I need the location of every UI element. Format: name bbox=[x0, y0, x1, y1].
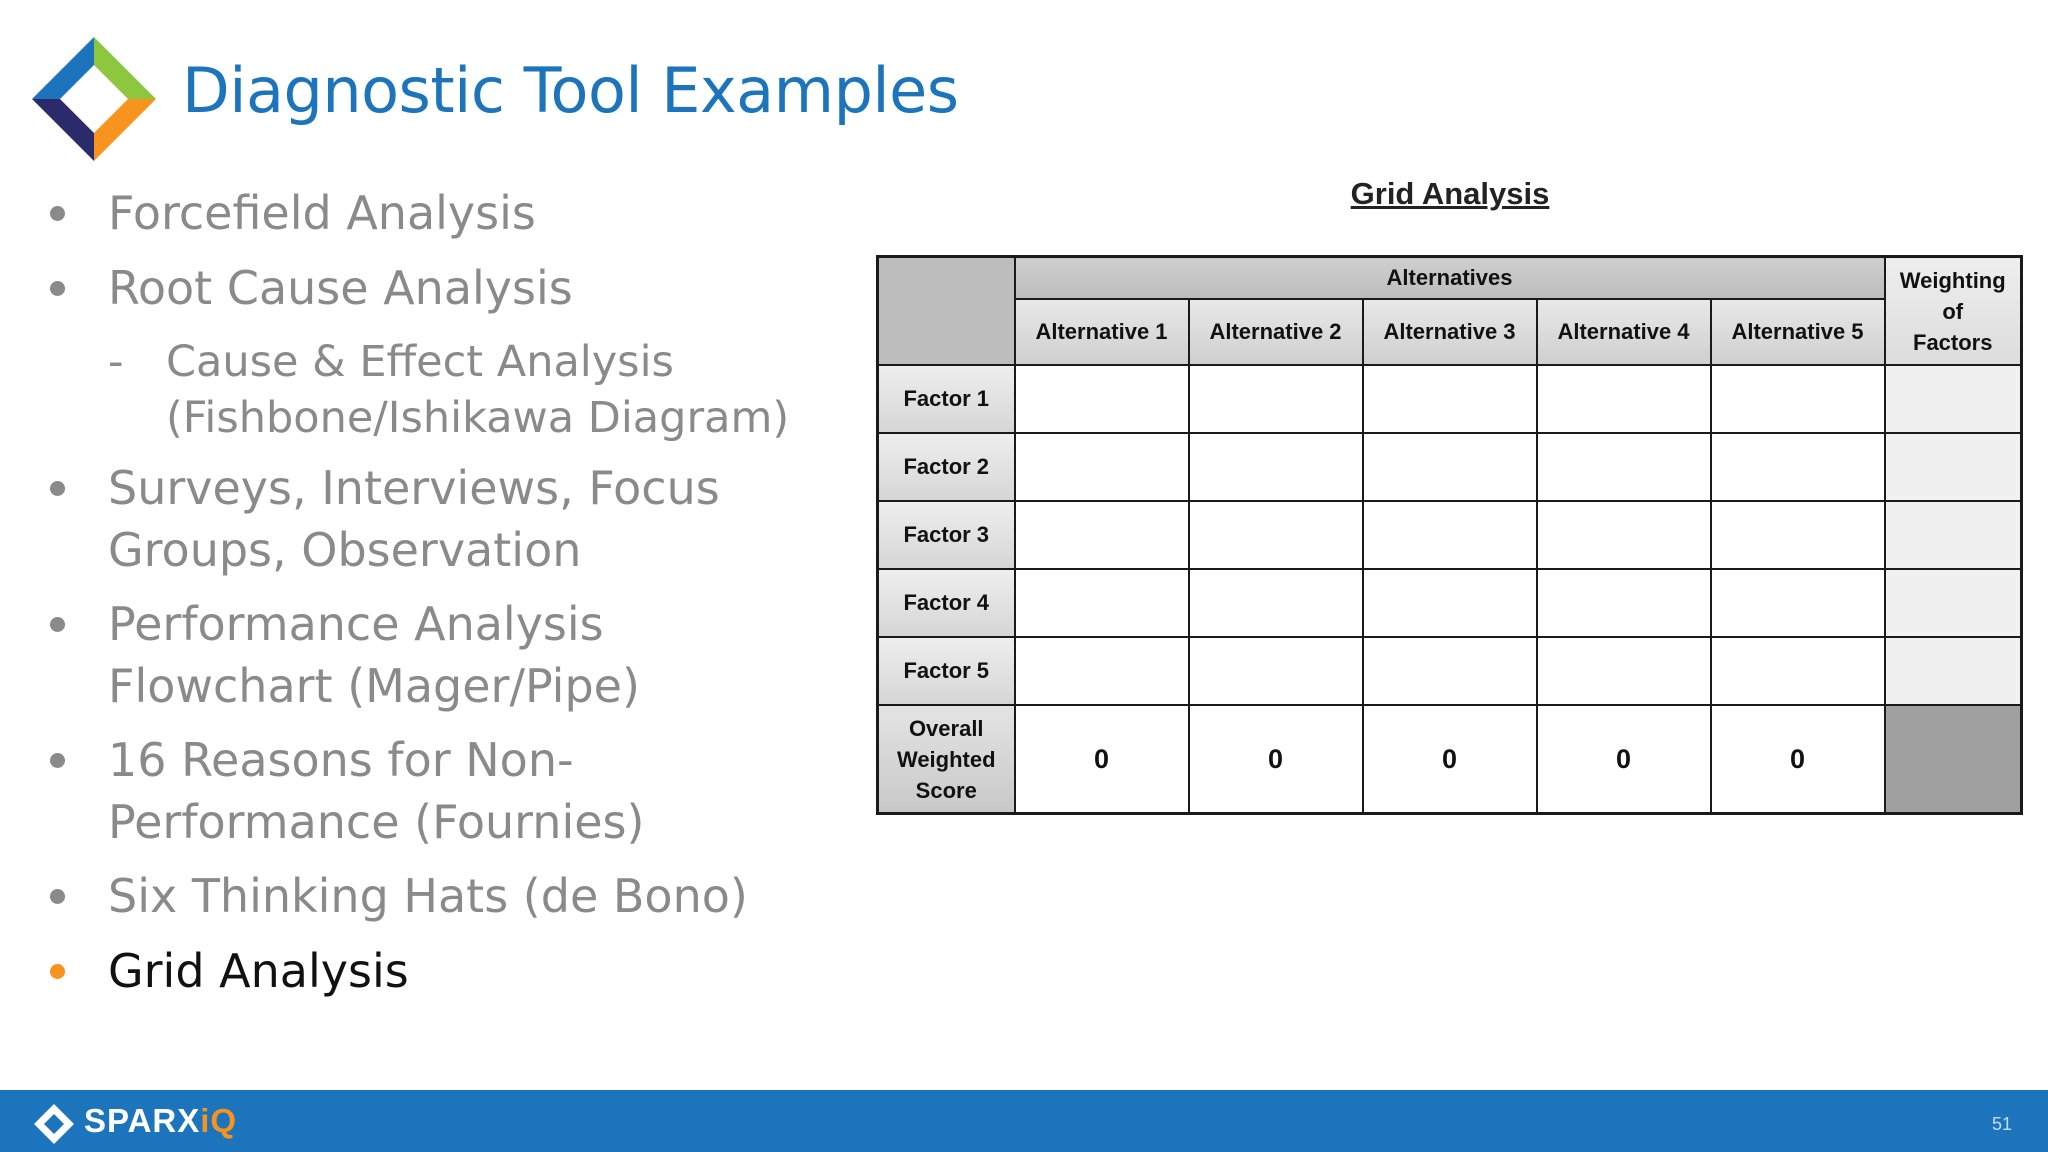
grid-analysis-title: Grid Analysis bbox=[1350, 176, 1550, 211]
table-row bbox=[878, 569, 2022, 637]
brand-accent: iQ bbox=[200, 1102, 238, 1139]
bullet-dot bbox=[50, 206, 65, 221]
factor-label: Factor 1 bbox=[878, 365, 1015, 433]
score-cell: 0 bbox=[1537, 705, 1711, 814]
grid-analysis-table bbox=[876, 255, 2023, 815]
score-cell: 0 bbox=[1189, 705, 1363, 814]
bullet-text: Forcefield Analysis bbox=[108, 186, 536, 240]
bullet-dot bbox=[50, 889, 65, 904]
grid-cell bbox=[1363, 569, 1537, 637]
corner-cell bbox=[878, 257, 1015, 366]
grid-cell bbox=[1711, 637, 1885, 705]
weighting-header bbox=[1885, 257, 2022, 366]
alternative-header: Alternative 3 bbox=[1363, 299, 1537, 365]
grid-cell bbox=[1189, 365, 1363, 433]
weighting-label: of bbox=[1942, 298, 1964, 324]
alternative-header: Alternative 5 bbox=[1711, 299, 1885, 365]
grid-cell bbox=[1537, 501, 1711, 569]
table-row bbox=[878, 637, 2022, 705]
grid-cell bbox=[1189, 569, 1363, 637]
weight-cell bbox=[1885, 501, 2022, 569]
grid-cell bbox=[1363, 501, 1537, 569]
table-row bbox=[878, 705, 2022, 814]
factor-label: Factor 3 bbox=[878, 501, 1015, 569]
grid-cell bbox=[1711, 433, 1885, 501]
weight-cell bbox=[1885, 365, 2022, 433]
bullet-text: Groups, Observation bbox=[108, 523, 582, 577]
grid-cell bbox=[1711, 365, 1885, 433]
bullet-text: Grid Analysis bbox=[108, 944, 409, 998]
grid-cell bbox=[1537, 637, 1711, 705]
grid-cell bbox=[1015, 365, 1189, 433]
bullet-text: Root Cause Analysis bbox=[108, 261, 573, 315]
sub-bullet-text: (Fishbone/Ishikawa Diagram) bbox=[166, 393, 790, 443]
diamond-logo-icon bbox=[34, 1104, 74, 1144]
bullet-dot bbox=[50, 281, 65, 296]
bullet-text: Performance (Fournies) bbox=[108, 795, 645, 849]
sub-bullet-text: Cause & Effect Analysis bbox=[166, 337, 674, 387]
factor-label: Factor 2 bbox=[878, 433, 1015, 501]
alternative-header: Alternative 4 bbox=[1537, 299, 1711, 365]
table-row bbox=[878, 433, 2022, 501]
grid-cell bbox=[1537, 569, 1711, 637]
grid-cell bbox=[1189, 637, 1363, 705]
grid-cell bbox=[1015, 569, 1189, 637]
weighting-label: Factors bbox=[1913, 329, 1993, 355]
diamond-logo-icon bbox=[32, 37, 156, 161]
grid-cell bbox=[1015, 637, 1189, 705]
factor-label: Factor 5 bbox=[878, 637, 1015, 705]
bullet-dot-active bbox=[50, 964, 65, 979]
bullet-text: 16 Reasons for Non- bbox=[108, 733, 574, 787]
grid-cell bbox=[1189, 501, 1363, 569]
grid-cell bbox=[1711, 569, 1885, 637]
overall-label-line: Overall bbox=[908, 715, 984, 741]
weight-cell bbox=[1885, 637, 2022, 705]
brand-logo-text bbox=[84, 1102, 237, 1140]
alternative-header: Alternative 1 bbox=[1015, 299, 1189, 365]
alternatives-header: Alternatives bbox=[1015, 257, 1885, 300]
weight-cell bbox=[1885, 433, 2022, 501]
alternative-header: Alternative 2 bbox=[1189, 299, 1363, 365]
table-row bbox=[878, 365, 2022, 433]
grid-cell bbox=[1363, 365, 1537, 433]
grid-cell bbox=[1015, 501, 1189, 569]
overall-label-line: Weighted bbox=[896, 746, 996, 772]
weighting-label: Weighting bbox=[1899, 267, 2006, 293]
sub-bullet-dash: - bbox=[108, 337, 124, 387]
grid-cell bbox=[1711, 501, 1885, 569]
table-row bbox=[878, 501, 2022, 569]
score-cell: 0 bbox=[1015, 705, 1189, 814]
slide-title: Diagnostic Tool Examples bbox=[182, 54, 959, 127]
bullet-text: Performance Analysis bbox=[108, 597, 604, 651]
overall-score-label bbox=[878, 705, 1015, 814]
grid-cell bbox=[1189, 433, 1363, 501]
bullet-text: Surveys, Interviews, Focus bbox=[108, 461, 720, 515]
grid-cell bbox=[1015, 433, 1189, 501]
bullet-dot bbox=[50, 617, 65, 632]
page-number: 51 bbox=[1991, 1114, 2012, 1134]
grid-cell bbox=[1363, 433, 1537, 501]
factor-label: Factor 4 bbox=[878, 569, 1015, 637]
brand-main: SPARX bbox=[84, 1102, 201, 1139]
bullet-dot bbox=[50, 753, 65, 768]
score-cell: 0 bbox=[1363, 705, 1537, 814]
footer-bar bbox=[0, 1090, 2048, 1152]
grid-cell bbox=[1363, 637, 1537, 705]
shaded-cell bbox=[1885, 705, 2022, 814]
bullet-text: Six Thinking Hats (de Bono) bbox=[108, 869, 748, 923]
grid-cell bbox=[1537, 365, 1711, 433]
bullet-text: Flowchart (Mager/Pipe) bbox=[108, 659, 640, 713]
grid-cell bbox=[1537, 433, 1711, 501]
overall-label-line: Score bbox=[915, 777, 977, 803]
bullet-dot bbox=[50, 481, 65, 496]
score-cell: 0 bbox=[1711, 705, 1885, 814]
weight-cell bbox=[1885, 569, 2022, 637]
